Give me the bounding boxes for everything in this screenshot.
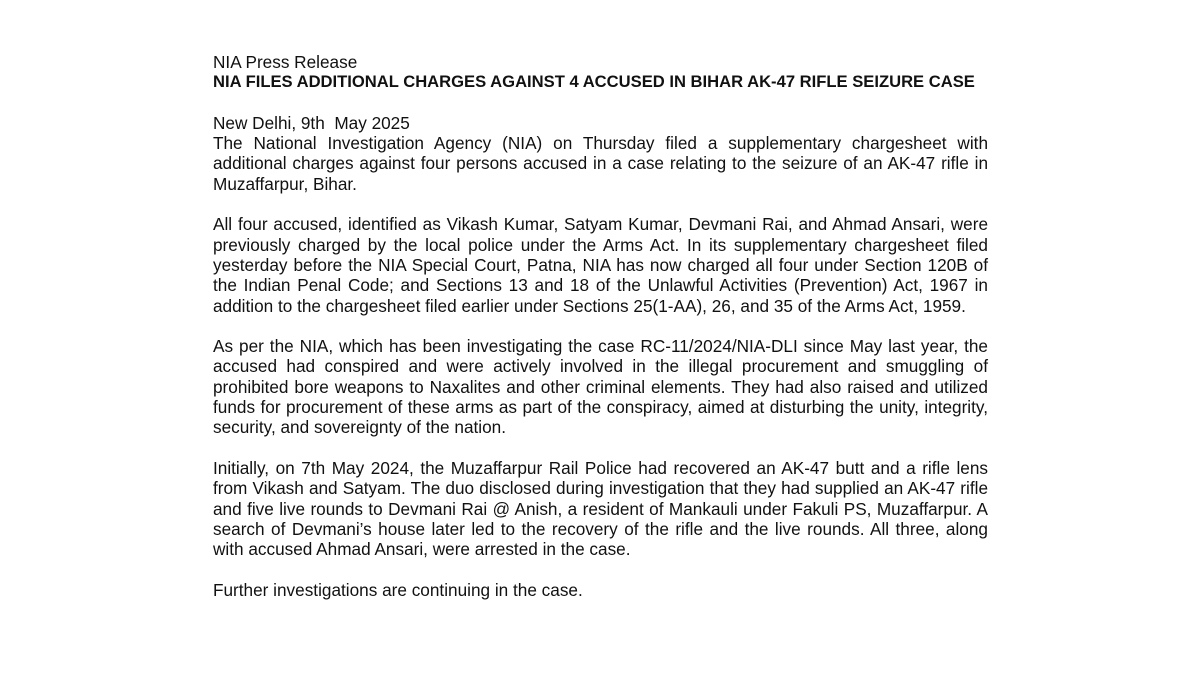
paragraph-intro: The National Investigation Agency (NIA) on Thursday filed a supplementary chargesheet with additional charges against four persons accused in a case relating to the seizure of an AK-47 rifle in Muzaffarpur, Bihar. xyxy=(213,133,988,194)
paragraph-recovery: Initially, on 7th May 2024, the Muzaffarpur Rail Police had recovered an AK-47 butt and a rifle lens from Vikash and Satyam. The duo disclosed during investigation that they had supplied an AK-47 rifle and five live rounds to Devmani Rai @ Anish, a resident of Mankauli under Fakuli PS, Muzaffarpur. A search of Devmani’s house later led to the recovery of the rifle and the live rounds. All three, along with accused Ahmad Ansari, were arrested in the case. xyxy=(213,457,988,560)
headline: NIA FILES ADDITIONAL CHARGES AGAINST 4 ACCUSED IN BIHAR AK-47 RIFLE SEIZURE CASE xyxy=(213,72,975,92)
dateline: New Delhi, 9th May 2025 xyxy=(213,112,410,133)
paragraph-investigation: As per the NIA, which has been investigating the case RC-11/2024/NIA-DLI since May last year, the accused had conspired and were actively involved in the illegal procurement and smuggling of prohibited bore weapons to Naxalites and other criminal elements. They had also raised and utilized funds for procurement of these arms as part of the conspiracy, aimed at disturbing the unity, integrity, security, and sovereignty of the nation. xyxy=(213,336,988,438)
paragraph-charges: All four accused, identified as Vikash Kumar, Satyam Kumar, Devmani Rai, and Ahmad Ansari, were previously charged by the local police under the Arms Act. In its supplementary chargesheet filed yesterday before the NIA Special Court, Patna, NIA has now charged all four under Section 120B of the Indian Penal Code; and Sections 13 and 18 of the Unlawful Activities (Prevention) Act, 1967 in addition to the chargesheet filed earlier under Sections 25(1-AA), 26, and 35 of the Arms Act, 1959. xyxy=(213,214,988,316)
release-label: NIA Press Release xyxy=(213,52,358,72)
press-release-document xyxy=(213,52,988,600)
paragraph-closing: Further investigations are continuing in the case. xyxy=(213,579,583,600)
